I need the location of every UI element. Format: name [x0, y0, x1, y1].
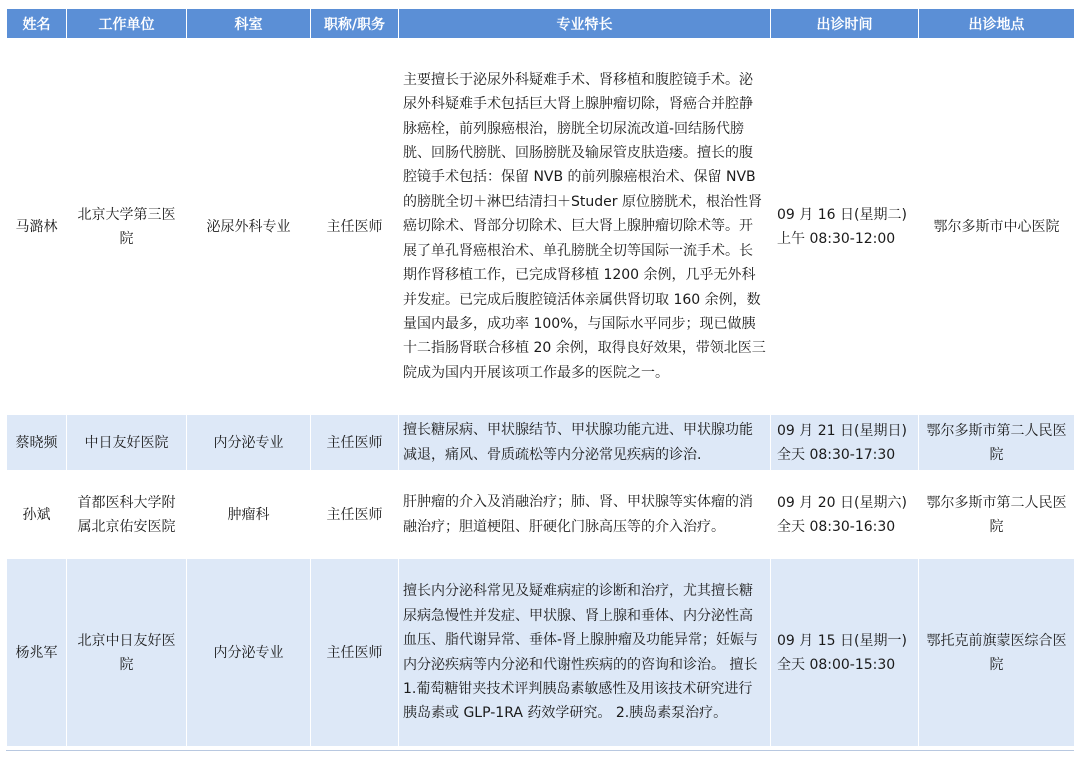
header-row — [7, 9, 1075, 39]
clinic-place: 鄂尔多斯市第二人民医院 — [919, 471, 1075, 559]
job-title: 主任医师 — [311, 471, 399, 559]
table-bottom-divider — [6, 750, 1074, 751]
work-unit: 北京中日友好医院 — [67, 559, 187, 747]
header-dept: 科室 — [187, 9, 311, 39]
clinic-time — [771, 415, 919, 471]
clinic-date: 09 月 21 日(星期日) — [777, 422, 907, 439]
work-unit: 中日友好医院 — [67, 415, 187, 471]
doctor-name: 孙斌 — [7, 471, 67, 559]
header-name: 姓名 — [7, 9, 67, 39]
header-place: 出诊地点 — [919, 9, 1075, 39]
clinic-hours: 上午 08:30-12:00 — [777, 230, 896, 247]
clinic-date: 09 月 15 日(星期一) — [777, 632, 907, 649]
table-row — [7, 415, 1075, 471]
job-title: 主任医师 — [311, 39, 399, 415]
work-unit: 首都医科大学附属北京佑安医院 — [67, 471, 187, 559]
job-title: 主任医师 — [311, 559, 399, 747]
header-unit: 工作单位 — [67, 9, 187, 39]
schedule-table — [6, 8, 1075, 747]
work-unit: 北京大学第三医院 — [67, 39, 187, 415]
header-time: 出诊时间 — [771, 9, 919, 39]
doctor-name: 蔡晓频 — [7, 415, 67, 471]
clinic-time — [771, 471, 919, 559]
clinic-place: 鄂托克前旗蒙医综合医院 — [919, 559, 1075, 747]
department: 内分泌专业 — [187, 559, 311, 747]
header-title: 职称/职务 — [311, 9, 399, 39]
doctor-name: 杨兆军 — [7, 559, 67, 747]
clinic-place: 鄂尔多斯市中心医院 — [919, 39, 1075, 415]
job-title: 主任医师 — [311, 415, 399, 471]
clinic-date: 09 月 16 日(星期二) — [777, 206, 907, 223]
table-row — [7, 471, 1075, 559]
clinic-time — [771, 39, 919, 415]
table-row — [7, 39, 1075, 415]
department: 内分泌专业 — [187, 415, 311, 471]
clinic-place: 鄂尔多斯市第二人民医院 — [919, 415, 1075, 471]
specialty-text: 擅长内分泌科常见及疑难病症的诊断和治疗，尤其擅长糖尿病急慢性并发症、甲状腺、肾上腺和垂体、内分泌性高血压、脂代谢异常、垂体-肾上腺肿瘤及功能异常；妊娠与内分泌疾病等内分泌和代谢性疾病的的咨询和诊治。 擅长 1.葡萄糖钳夹技术评判胰岛素敏感性及用该技术研究进行胰岛素或 GLP-1RA 药效学研究。 2.胰岛素泵治疗。 — [399, 559, 771, 747]
clinic-time — [771, 559, 919, 747]
clinic-hours: 全天 08:00-15:30 — [777, 656, 896, 673]
clinic-hours: 全天 08:30-16:30 — [777, 518, 896, 535]
department: 肿瘤科 — [187, 471, 311, 559]
header-specialty: 专业特长 — [399, 9, 771, 39]
specialty-text: 主要擅长于泌尿外科疑难手术、肾移植和腹腔镜手术。泌尿外科疑难手术包括巨大肾上腺肿瘤切除，肾癌合并腔静脉癌栓，前列腺癌根治，膀胱全切尿流改道-回结肠代膀胱、回肠代膀胱、回肠膀胱及输尿管皮肤造瘘。擅长的腹腔镜手术包括：保留 NVB 的前列腺癌根治术、保留 NVB 的膀胱全切＋淋巴结清扫＋Studer 原位膀胱术，根治性肾癌切除术、肾部分切除术、巨大肾上腺肿瘤切除术等。开展了单孔肾癌根治术、单孔膀胱全切等国际一流手术。长期作肾移植工作，已完成肾移植 1200 余例，几乎无外科并发症。已完成后腹腔镜活体亲属供肾切取 160 余例，数量国内最多，成功率 100%，与国际水平同步；现已做胰十二指肠肾联合移植 20 余例，取得良好效果，带领北医三院成为国内开展该项工作最多的医院之一。 — [399, 39, 771, 415]
doctor-name: 马潞林 — [7, 39, 67, 415]
clinic-hours: 全天 08:30-17:30 — [777, 446, 896, 463]
clinic-date: 09 月 20 日(星期六) — [777, 494, 907, 511]
department: 泌尿外科专业 — [187, 39, 311, 415]
table-row — [7, 559, 1075, 747]
specialty-text: 擅长糖尿病、甲状腺结节、甲状腺功能亢进、甲状腺功能减退，痛风、骨质疏松等内分泌常见疾病的诊治. — [399, 415, 771, 471]
specialty-text: 肝肿瘤的介入及消融治疗；肺、肾、甲状腺等实体瘤的消融治疗；胆道梗阻、肝硬化门脉高压等的介入治疗。 — [399, 471, 771, 559]
schedule-table-wrapper — [6, 8, 1075, 747]
